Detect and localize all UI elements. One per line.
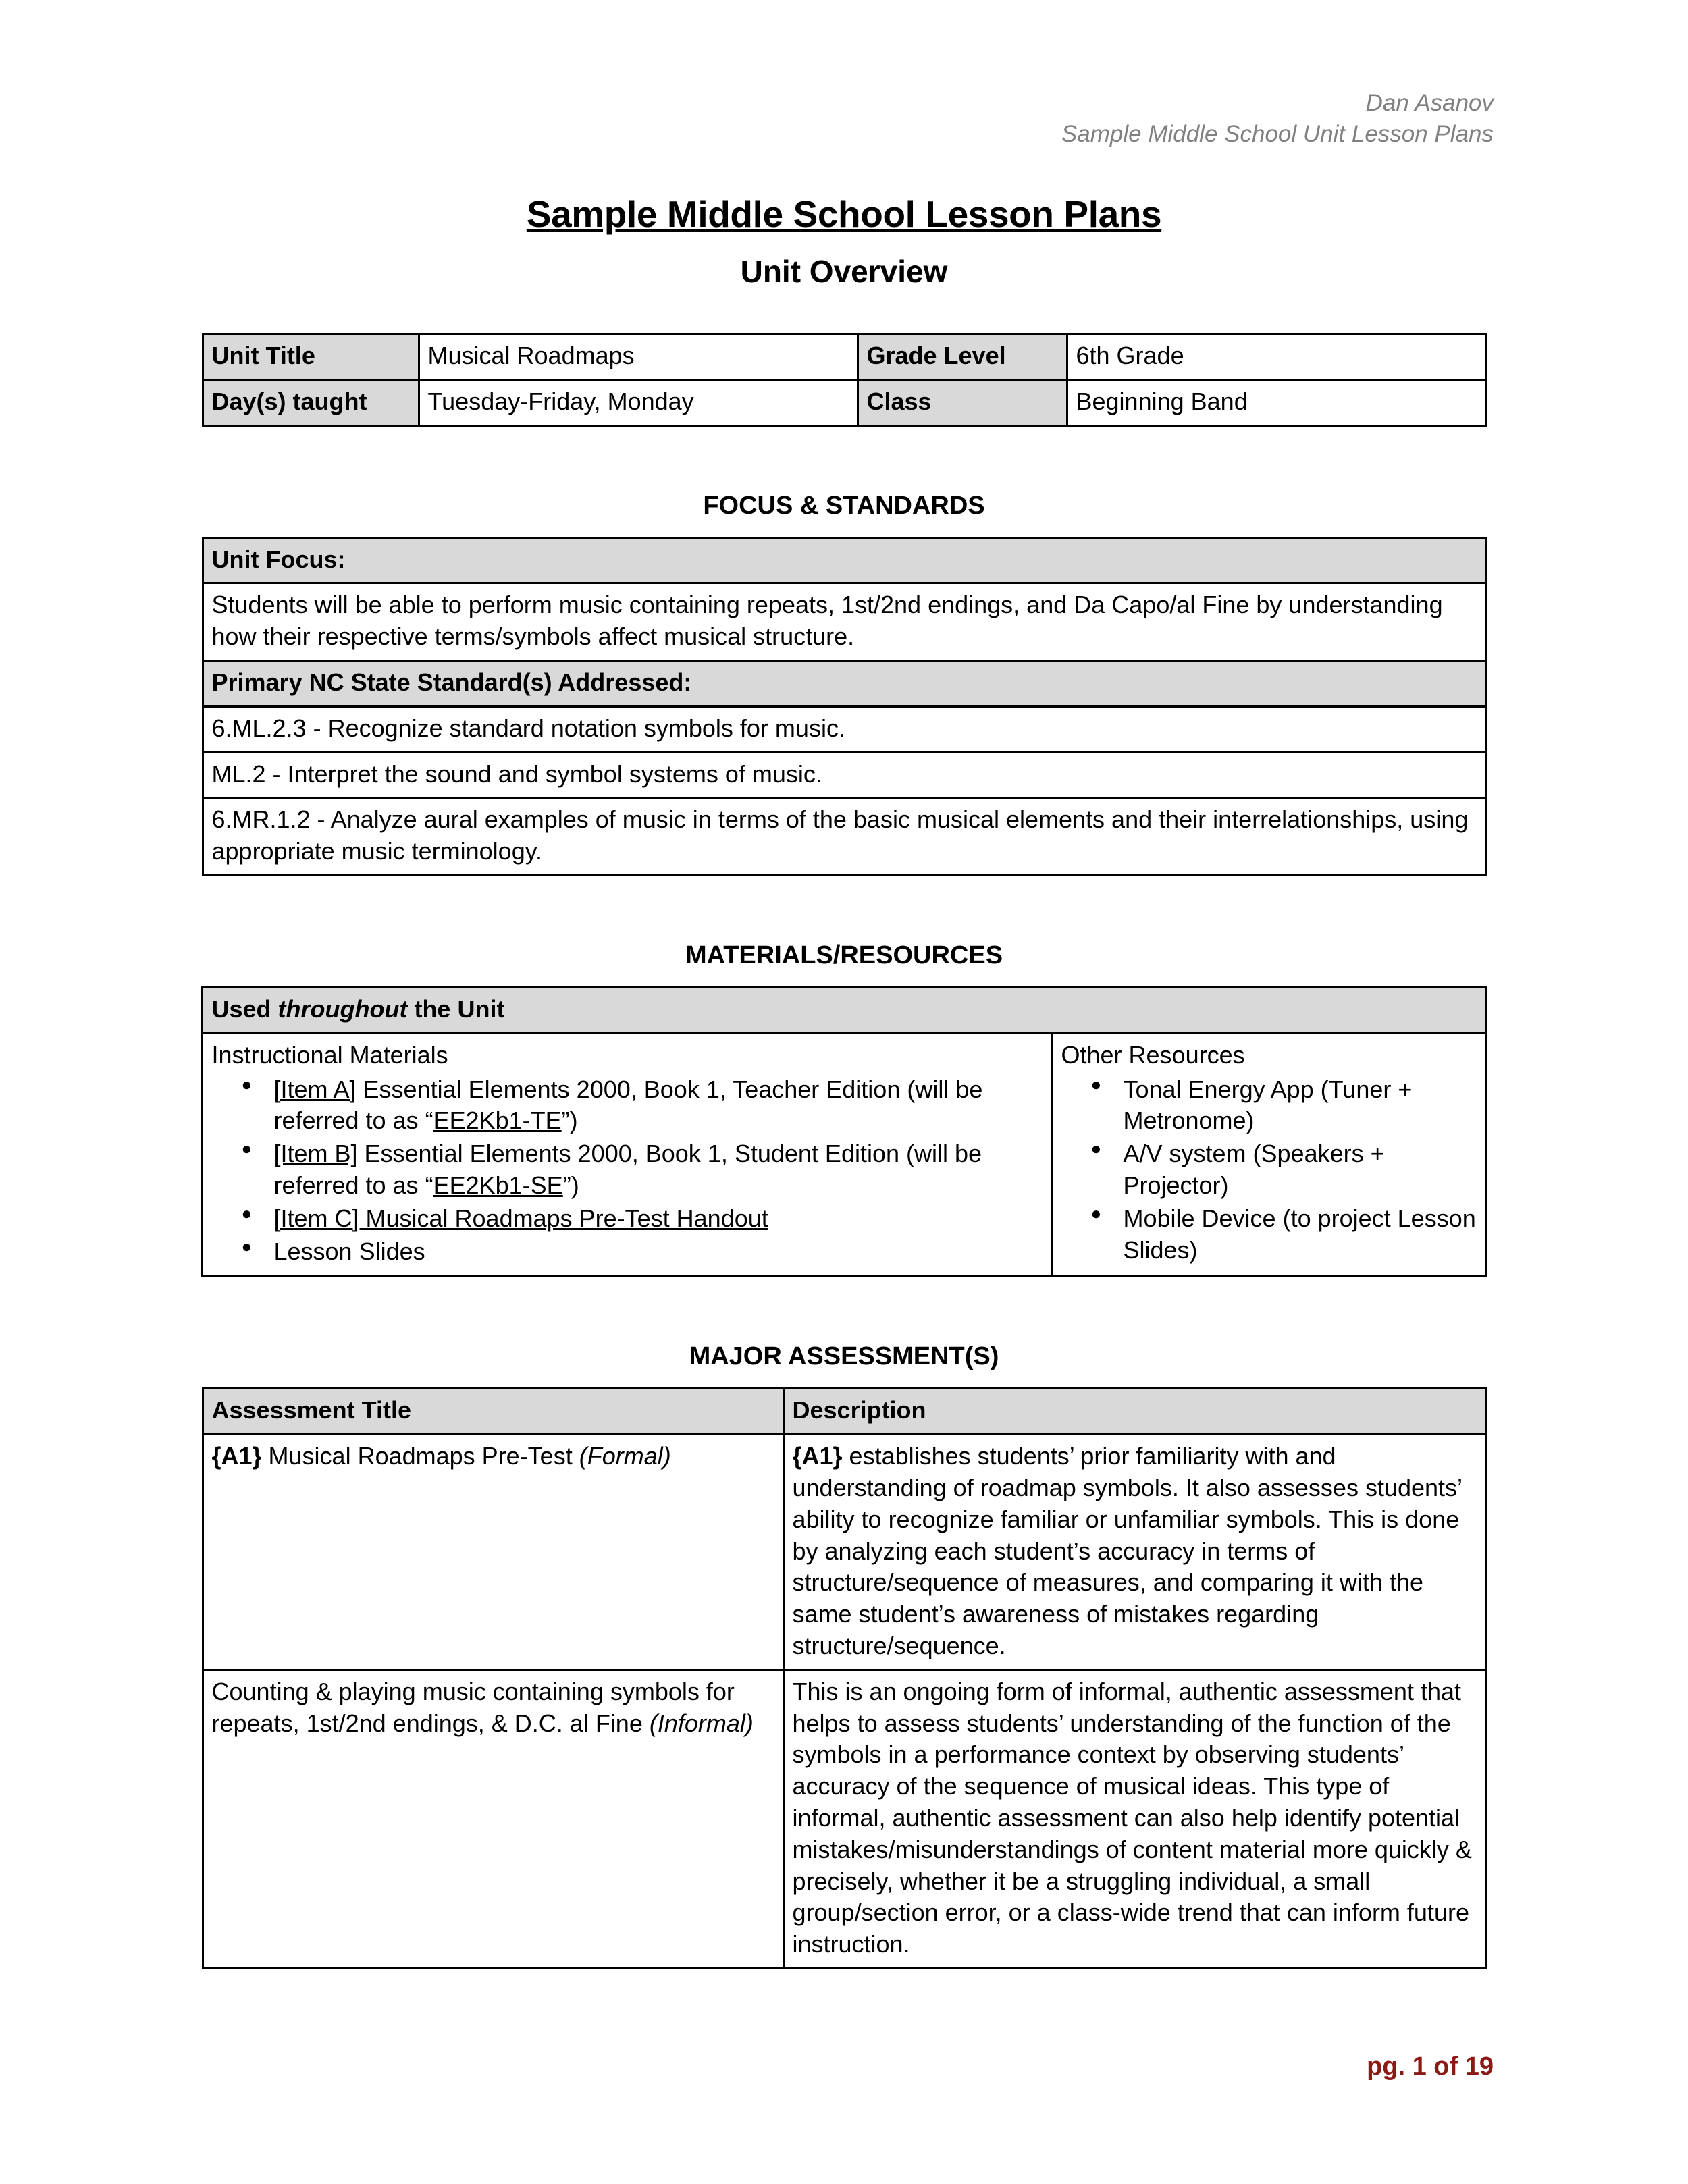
lesson-slides-text: Lesson Slides: [273, 1237, 425, 1265]
assessment-desc-text: This is an ongoing form of informal, authentic assessment that helps to assess students’ understanding of the function of the symbols in a performance context by observing students’ accuracy of the sequence of musical ideas. This type of informal, authentic assessment can also help identify potential mistakes/misunderstandings of content material more quickly & precisely, whether it be a struggling individual, a small group/section error, or a class-wide trend that can inform future instruction.: [792, 1677, 1472, 1959]
standard-item: 6.MR.1.2 - Analyze aural examples of music in terms of the basic musical elements and their interrelationships, using appropriate music terminology.: [203, 798, 1485, 876]
unit-title-value: Musical Roadmaps: [419, 334, 858, 380]
assessment-formality: (Informal): [649, 1709, 754, 1737]
unit-title-label: Unit Title: [203, 334, 419, 380]
running-header: [1061, 88, 1494, 150]
instructional-materials-cell: [203, 1033, 1052, 1277]
list-item: ● A/V system (Speakers + Projector): [1123, 1138, 1476, 1202]
assessment-title-text: Counting & playing music containing symbols for repeats, 1st/2nd endings, & D.C. al Fine: [211, 1677, 735, 1737]
item-b-tag: [Item B]: [273, 1140, 358, 1168]
unit-focus-text: Students will be able to perform music containing repeats, 1st/2nd endings, and Da Capo/al Fine by understanding how their respective terms/symbols affect musical structure.: [203, 583, 1485, 661]
assessment-title-header: Assessment Title: [203, 1389, 783, 1435]
page-title-text: Sample Middle School Lesson Plans: [526, 193, 1162, 235]
unit-overview-table: [202, 333, 1487, 427]
item-a-tag: [Item A]: [273, 1075, 357, 1103]
other-resources-heading: Other Resources: [1061, 1040, 1245, 1069]
used-label-emphasis: throughout: [278, 994, 408, 1023]
item-a-text: Essential Elements 2000, Book 1, Teacher Edition (will be referred to as “: [273, 1075, 983, 1135]
list-item: [273, 1074, 1043, 1138]
page-subtitle: Unit Overview: [740, 254, 948, 289]
grade-level-label: Grade Level: [858, 334, 1067, 380]
table-row: [203, 706, 1485, 752]
used-label-pre: Used: [211, 994, 278, 1023]
assessment-title-cell: [203, 1670, 783, 1968]
instructional-materials-list: [211, 1074, 1043, 1268]
table-row: [203, 752, 1485, 798]
table-row: [203, 379, 1485, 425]
header-author: Dan Asanov: [1365, 90, 1494, 116]
focus-standards-heading: FOCUS & STANDARDS: [703, 491, 985, 520]
days-taught-value: Tuesday-Friday, Monday: [419, 379, 858, 425]
item-a-abbr: EE2Kb1-TE: [433, 1107, 562, 1135]
assessment-description-cell: [783, 1435, 1485, 1670]
days-taught-label: Day(s) taught: [203, 379, 419, 425]
assessment-title-cell: [203, 1435, 783, 1670]
list-item: [273, 1138, 1043, 1202]
list-item: [273, 1203, 1043, 1235]
item-a-tail: ”): [561, 1107, 578, 1135]
materials-table: [201, 986, 1486, 1277]
item-b-tail: ”): [562, 1171, 579, 1199]
assessment-description-cell: [783, 1670, 1485, 1968]
class-value: Beginning Band: [1067, 379, 1485, 425]
standard-item: 6.ML.2.3 - Recognize standard notation symbols for music.: [203, 706, 1485, 752]
instructional-materials-heading: Instructional Materials: [211, 1040, 448, 1069]
unit-focus-label: Unit Focus:: [203, 537, 1485, 583]
assessment-description-header: Description: [783, 1389, 1485, 1435]
item-b-abbr: EE2Kb1-SE: [433, 1171, 563, 1199]
table-row: [203, 334, 1485, 380]
table-row: [203, 537, 1485, 583]
assessment-desc-text: establishes students’ prior familiarity with and understanding of roadmap symbols. It also assesses students’ ability to recognize familiar or unfamiliar symbols. This is done by analyzing each student’s accuracy in terms of structure/sequence of measures, and comparing it with the same student’s awareness of mistakes regarding structure/sequence.: [792, 1442, 1462, 1659]
assessments-heading: MAJOR ASSESSMENT(S): [689, 1342, 999, 1371]
list-item: ● Mobile Device (to project Lesson Slides): [1123, 1203, 1476, 1267]
other-resources-cell: [1052, 1033, 1485, 1277]
list-item: [273, 1236, 1043, 1268]
used-throughout-label: [203, 987, 1485, 1033]
table-row: [203, 660, 1485, 706]
table-row: [203, 987, 1485, 1033]
table-row: [203, 1033, 1485, 1277]
materials-heading: MATERIALS/RESOURCES: [685, 940, 1003, 969]
assessments-table: [202, 1387, 1487, 1969]
class-label: Class: [858, 379, 1067, 425]
grade-level-value: 6th Grade: [1067, 334, 1485, 380]
item-c-tag: [Item C] Musical Roadmaps Pre-Test Handout: [273, 1204, 768, 1232]
item-b-text: Essential Elements 2000, Book 1, Student Edition (will be referred to as “: [273, 1140, 982, 1199]
standard-item: ML.2 - Interpret the sound and symbol systems of music.: [203, 752, 1485, 798]
table-row: [203, 1389, 1485, 1435]
assessment-code: {A1}: [211, 1442, 262, 1470]
table-row: [203, 583, 1485, 661]
standards-label: Primary NC State Standard(s) Addressed:: [203, 660, 1485, 706]
assessment-title-text: Musical Roadmaps Pre-Test: [261, 1442, 579, 1470]
header-subtitle: Sample Middle School Unit Lesson Plans: [1061, 121, 1494, 148]
other-resources-list: [1061, 1074, 1476, 1267]
table-row: [203, 1670, 1485, 1968]
assessment-desc-code: {A1}: [792, 1442, 843, 1470]
used-label-post: the Unit: [407, 994, 505, 1023]
focus-standards-table: [202, 537, 1487, 876]
table-row: [203, 798, 1485, 876]
list-item: ● Tonal Energy App (Tuner + Metronome): [1123, 1074, 1476, 1138]
table-row: [203, 1435, 1485, 1670]
assessment-formality: (Formal): [579, 1442, 671, 1470]
page-number: pg. 1 of 19: [1367, 2052, 1494, 2081]
